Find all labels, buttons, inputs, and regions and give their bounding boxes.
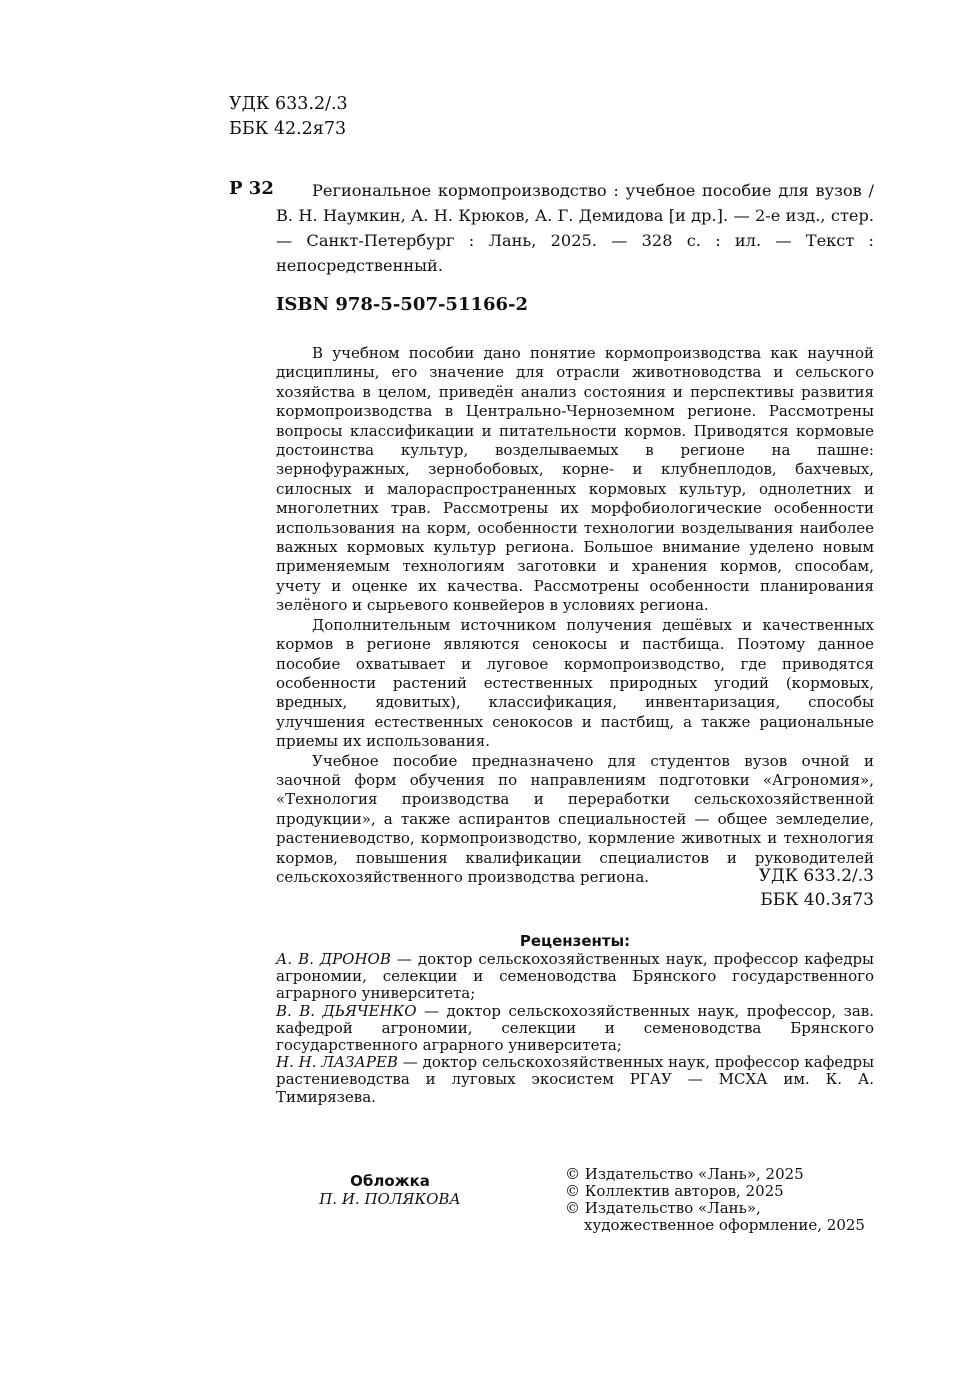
copyright-line: художественное оформление, 2025 — [584, 1216, 865, 1234]
reviewer-entry — [276, 1003, 874, 1055]
abstract-paragraph: Учебное пособие предназначено для студентов вузов очной и заочной форм обучения по направлениям подготовки «Агрономия», «Технология производства и переработки сельскохозяйственной продукции», а также аспирантов специальностей — общее земледелие, растениеводство, кормопроизводство, кормление животных и технология кормов, повышения квалификации специалистов и руководителей сельскохозяйственного производства региона. — [276, 751, 874, 886]
cover-artist: П. И. ПОЛЯКОВА — [319, 1190, 461, 1208]
reviewers-title: Рецензенты: — [519, 932, 631, 950]
bbk-code-bottom: ББК 40.3я73 — [760, 890, 874, 910]
cover-credit — [300, 1172, 480, 1208]
reviewer-name: Н. Н. ЛАЗАРЕВ — [276, 1053, 398, 1072]
reviewer-description: — доктор сельскохозяйственных наук, профессор кафедры растениеводства и луговых экосистем РГАУ — МСХА им. К. А. Тимирязева. — [276, 1053, 875, 1106]
cover-label: Обложка — [350, 1172, 430, 1190]
udk-code: УДК 633.2/.3 — [229, 94, 348, 114]
udk-bbk-top — [229, 92, 348, 142]
abstract-paragraph: Дополнительным источником получения дешёвых и качественных кормов в регионе являются сенокосы и пастбища. Поэтому данное пособие охватывает и луговое кормопроизводство, где приводятся особенности растений естественных природных угодий (кормовых, вредных, ядовитых), классификация, инвентаризация, способы улучшения естественных сенокосов и пастбищ, а также рациональные приемы их использования. — [276, 615, 874, 751]
reviewer-entry — [276, 951, 874, 1003]
isbn: ISBN 978-5-507-51166-2 — [276, 294, 529, 315]
copyright-block — [565, 1166, 865, 1234]
reviewer-name: А. В. ДРОНОВ — [276, 950, 391, 968]
reviewer-description: — доктор сельскохозяйственных наук, профессор, зав. кафедрой агрономии, селекции и семеноводства Брянского государственного аграрного университета; — [276, 1001, 874, 1055]
copyright-line: © Коллектив авторов, 2025 — [565, 1182, 784, 1200]
reviewers-list — [276, 951, 874, 1106]
abstract — [276, 344, 874, 887]
copyright-line: © Издательство «Лань», 2025 — [565, 1165, 804, 1183]
udk-bbk-bottom — [759, 864, 874, 912]
reviewer-description: — доктор сельскохозяйственных наук, профессор кафедры агрономии, селекции и семеноводства Брянского государственного аграрного университета; — [276, 950, 874, 1003]
copyright-line: © Издательство «Лань», — [565, 1199, 761, 1217]
bibliographic-record: Региональное кормопроизводство : учебное пособие для вузов / В. Н. Наумкин, А. Н. Крюков, А. Г. Демидова [и др.]. — 2-е изд., стер. — Санкт-Петербург : Лань, 2025. — 328 с. : ил. — Текст : непосредственный. — [276, 181, 874, 275]
bbk-code: ББК 42.2я73 — [229, 119, 347, 139]
reviewer-entry — [276, 1054, 874, 1106]
reviewer-name: В. В. ДЬЯЧЕНКО — [276, 1001, 417, 1020]
abstract-paragraph: В учебном пособии дано понятие кормопроизводства как научной дисциплины, его значение для отрасли животноводства и сельского хозяйства в целом, приведён анализ состояния и перспективы развития кормопроизводства в Центрально-Черноземном регионе. Рассмотрены вопросы классификации и питательности кормов. Приводятся кормовые достоинства культур, возделываемых в регионе на пашне: зернофуражных, зернобобовых, корне- и клубнеплодов, бахчевых, силосных и малораспространенных кормовых культур, однолетних и многолетних трав. Рассмотрены их морфобиологические особенности использования на корм, особенности технологии возделывания наиболее важных кормовых культур региона. Большое внимание уделено новым применяемым технологиям заготовки и хранения кормов, способам, учету и оценке их качества. Рассмотрены особенности планирования зелёного и сырьевого конвейеров в условиях региона. — [276, 344, 874, 615]
udk-code-bottom: УДК 633.2/.3 — [758, 866, 874, 886]
author-sign: Р 32 — [229, 178, 274, 199]
